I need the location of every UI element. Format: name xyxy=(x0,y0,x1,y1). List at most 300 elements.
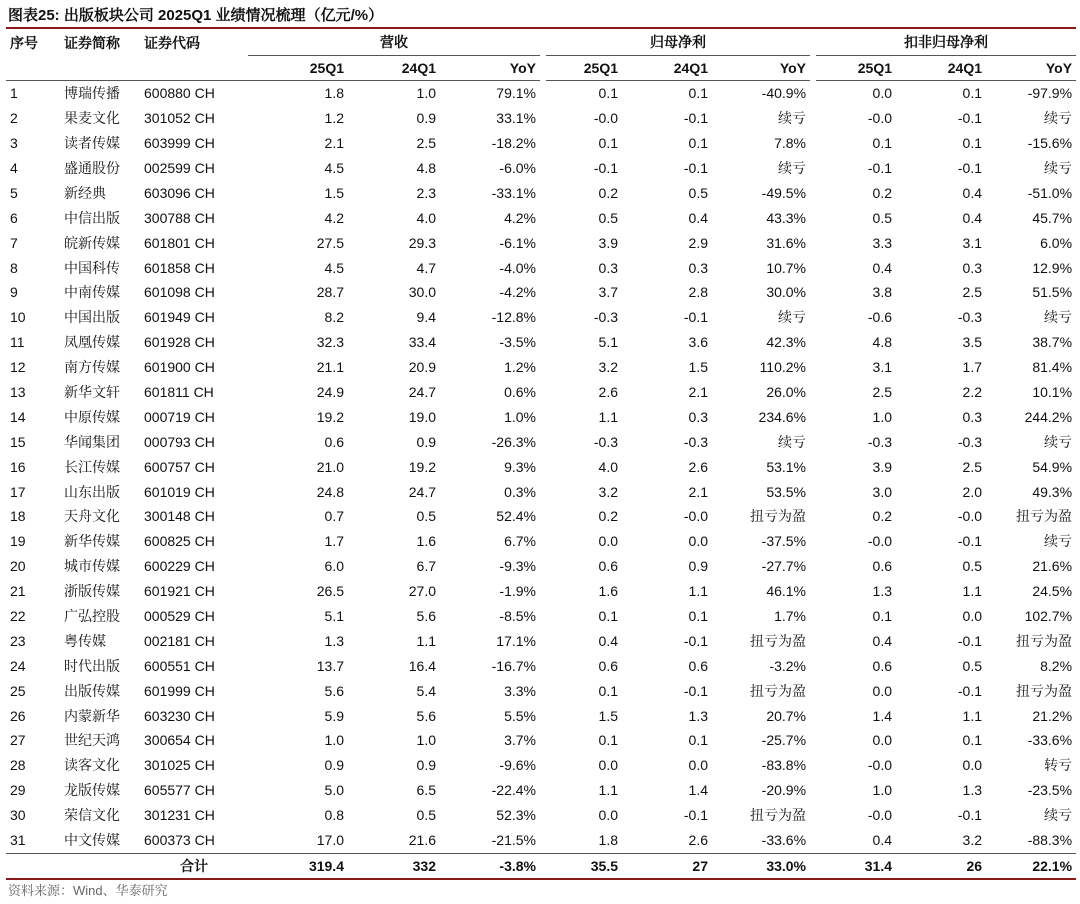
row-name: 山东出版 xyxy=(64,483,120,500)
row-rev-24q1: 2.5 xyxy=(416,135,436,152)
row-np-24q1: -0.1 xyxy=(683,632,708,649)
row-rev-25q1: 0.8 xyxy=(324,807,344,824)
row-np-24q1: 0.4 xyxy=(688,209,708,226)
row-np-24q1: 2.1 xyxy=(688,483,708,500)
row-dp-yoy: 续亏 xyxy=(1044,110,1073,127)
total-label: 合计 xyxy=(140,853,248,879)
row-np-25q1: 0.1 xyxy=(598,732,618,749)
total-np-yoy: 33.0% xyxy=(712,853,810,879)
row-dp-25q1: 0.0 xyxy=(872,85,893,102)
row-np-yoy: 续亏 xyxy=(778,110,807,127)
row-rev-yoy: -21.5% xyxy=(491,832,536,849)
row-dp-25q1: -0.0 xyxy=(867,533,893,550)
row-dp-24q1: -0.3 xyxy=(957,433,983,450)
row-np-25q1: 0.1 xyxy=(598,135,618,152)
row-code: 601949 CH xyxy=(144,309,215,326)
row-dp-yoy: 续亏 xyxy=(1044,160,1073,176)
row-rev-25q1: 1.2 xyxy=(324,110,344,127)
table-row xyxy=(6,703,1076,728)
row-np-yoy: 53.1% xyxy=(766,458,807,475)
row-np-yoy: -33.6% xyxy=(761,832,807,849)
row-np-yoy: -49.5% xyxy=(761,184,807,201)
row-dp-25q1: 2.5 xyxy=(872,384,893,401)
row-seq: 29 xyxy=(10,782,26,799)
row-np-yoy: -25.7% xyxy=(761,732,807,749)
row-code: 601801 CH xyxy=(144,234,215,251)
total-row xyxy=(6,853,1076,879)
row-rev-25q1: 27.5 xyxy=(316,234,344,251)
row-rev-24q1: 5.4 xyxy=(416,682,436,699)
row-rev-24q1: 19.2 xyxy=(408,458,436,475)
header-np-24q1: 24Q1 xyxy=(622,55,712,80)
row-np-25q1: 0.4 xyxy=(598,632,618,649)
row-np-25q1: 0.6 xyxy=(598,657,618,674)
row-rev-25q1: 17.0 xyxy=(316,832,344,849)
row-dp-24q1: 0.3 xyxy=(962,408,983,425)
row-name: 中文传媒 xyxy=(64,832,120,849)
row-seq: 26 xyxy=(10,707,26,724)
row-np-25q1: 0.5 xyxy=(598,209,618,226)
row-code: 300788 CH xyxy=(144,209,215,226)
row-dp-25q1: 0.4 xyxy=(872,832,893,849)
row-rev-25q1: 4.5 xyxy=(324,160,344,176)
row-dp-24q1: -0.3 xyxy=(957,309,983,326)
row-rev-yoy: 79.1% xyxy=(496,85,536,102)
row-name: 长江传媒 xyxy=(64,458,120,475)
row-rev-25q1: 4.5 xyxy=(324,259,344,276)
row-np-24q1: 0.9 xyxy=(688,558,708,575)
row-np-25q1: 1.6 xyxy=(598,583,618,600)
row-rev-yoy: 3.3% xyxy=(504,682,536,699)
row-dp-24q1: -0.1 xyxy=(957,682,983,699)
row-seq: 27 xyxy=(10,732,26,749)
row-dp-25q1: 0.4 xyxy=(872,259,893,276)
row-dp-yoy: 续亏 xyxy=(1044,433,1073,450)
table-row xyxy=(6,131,1076,156)
header-group-net-profit: 归母净利 xyxy=(546,30,810,55)
row-seq: 17 xyxy=(10,483,26,500)
row-dp-24q1: 3.2 xyxy=(962,832,983,849)
row-seq: 2 xyxy=(10,110,18,127)
row-rev-24q1: 0.9 xyxy=(416,433,436,450)
row-code: 301231 CH xyxy=(144,807,215,824)
row-np-25q1: -0.3 xyxy=(593,309,618,326)
row-np-yoy: 53.5% xyxy=(766,483,807,500)
row-dp-24q1: -0.0 xyxy=(957,508,983,525)
table-row xyxy=(6,504,1076,529)
row-seq: 28 xyxy=(10,757,26,774)
row-code: 000529 CH xyxy=(144,608,215,625)
row-seq: 3 xyxy=(10,135,18,152)
table-row xyxy=(6,529,1076,554)
row-dp-yoy: 8.2% xyxy=(1040,657,1073,674)
title-divider xyxy=(6,27,1076,29)
row-np-25q1: 0.1 xyxy=(598,682,618,699)
row-dp-25q1: 0.6 xyxy=(872,558,893,575)
row-dp-yoy: 扭亏为盈 xyxy=(1016,508,1073,525)
row-dp-yoy: 21.6% xyxy=(1032,558,1073,575)
row-rev-yoy: -6.1% xyxy=(499,234,536,251)
row-np-yoy: 续亏 xyxy=(778,309,807,326)
row-np-24q1: 0.5 xyxy=(688,184,708,201)
row-dp-24q1: 2.5 xyxy=(962,284,983,301)
row-dp-24q1: 0.0 xyxy=(962,757,983,774)
row-dp-24q1: 0.4 xyxy=(962,209,983,226)
row-np-24q1: 1.5 xyxy=(688,359,708,376)
row-seq: 18 xyxy=(10,508,26,525)
row-name: 果麦文化 xyxy=(64,110,120,127)
row-code: 000719 CH xyxy=(144,408,215,425)
table-row xyxy=(6,380,1076,405)
table-row xyxy=(6,280,1076,305)
row-dp-yoy: 续亏 xyxy=(1044,807,1073,824)
total-rev-25q1: 319.4 xyxy=(248,853,348,879)
row-seq: 20 xyxy=(10,558,26,575)
row-rev-25q1: 5.1 xyxy=(324,608,344,625)
row-rev-yoy: -16.7% xyxy=(491,657,536,674)
row-np-25q1: 0.1 xyxy=(598,85,618,102)
row-seq: 22 xyxy=(10,608,26,625)
row-rev-25q1: 21.1 xyxy=(316,359,344,376)
row-rev-yoy: -4.2% xyxy=(499,284,536,301)
row-np-25q1: 0.6 xyxy=(598,558,618,575)
row-np-25q1: 0.3 xyxy=(598,259,618,276)
figure-title: 图表25: 出版板块公司 2025Q1 业绩情况梳理（亿元/%） xyxy=(8,7,384,24)
row-np-25q1: 4.0 xyxy=(598,458,618,475)
row-seq: 7 xyxy=(10,234,18,251)
row-rev-24q1: 5.6 xyxy=(416,608,436,625)
row-np-yoy: 10.7% xyxy=(766,259,807,276)
row-np-24q1: 0.0 xyxy=(688,533,708,550)
row-np-25q1: -0.3 xyxy=(593,433,618,450)
row-dp-yoy: -33.6% xyxy=(1027,732,1073,749)
row-rev-yoy: 52.4% xyxy=(496,508,536,525)
row-dp-yoy: 续亏 xyxy=(1044,533,1073,550)
row-name: 中南传媒 xyxy=(64,284,120,301)
row-dp-25q1: -0.3 xyxy=(867,433,893,450)
row-code: 002599 CH xyxy=(144,160,215,176)
row-rev-yoy: -22.4% xyxy=(491,782,536,799)
row-rev-24q1: 1.1 xyxy=(416,632,436,649)
row-np-25q1: 0.0 xyxy=(598,533,618,550)
row-rev-25q1: 24.9 xyxy=(316,384,344,401)
row-name: 中信出版 xyxy=(64,209,120,226)
row-rev-yoy: -8.5% xyxy=(499,608,536,625)
total-np-25q1: 35.5 xyxy=(546,853,622,879)
row-np-24q1: 0.3 xyxy=(688,408,708,425)
row-dp-yoy: 49.3% xyxy=(1032,483,1073,500)
table-row xyxy=(6,579,1076,604)
row-dp-25q1: 0.4 xyxy=(872,632,893,649)
row-seq: 4 xyxy=(10,160,18,176)
header-dp-25q1: 25Q1 xyxy=(816,55,896,80)
row-rev-25q1: 2.1 xyxy=(324,135,344,152)
row-rev-24q1: 19.0 xyxy=(408,408,436,425)
header-row-groups xyxy=(6,30,1076,55)
table-row xyxy=(6,653,1076,678)
row-code: 603096 CH xyxy=(144,184,215,201)
row-code: 301025 CH xyxy=(144,757,215,774)
row-dp-yoy: 244.2% xyxy=(1024,408,1073,425)
row-seq: 15 xyxy=(10,433,26,450)
row-dp-25q1: 3.1 xyxy=(872,359,893,376)
header-row-periods xyxy=(6,55,1076,80)
row-dp-24q1: 0.5 xyxy=(962,558,983,575)
row-rev-24q1: 0.5 xyxy=(416,807,436,824)
row-np-25q1: 3.9 xyxy=(598,234,618,251)
row-rev-25q1: 8.2 xyxy=(324,309,344,326)
row-rev-25q1: 4.2 xyxy=(324,209,344,226)
row-seq: 16 xyxy=(10,458,26,475)
row-dp-24q1: -0.1 xyxy=(957,632,983,649)
row-np-yoy: 20.7% xyxy=(766,707,807,724)
row-np-25q1: 1.1 xyxy=(598,782,618,799)
row-code: 600373 CH xyxy=(144,832,215,849)
row-rev-24q1: 4.7 xyxy=(416,259,436,276)
row-name: 博瑞传播 xyxy=(64,85,120,102)
row-dp-25q1: 4.8 xyxy=(872,334,893,351)
row-dp-24q1: 1.1 xyxy=(962,583,983,600)
row-seq: 31 xyxy=(10,832,26,849)
row-dp-yoy: 12.9% xyxy=(1032,259,1073,276)
header-rev-24q1: 24Q1 xyxy=(348,55,440,80)
row-np-24q1: 0.6 xyxy=(688,657,708,674)
row-np-yoy: -3.2% xyxy=(769,657,807,674)
row-np-yoy: 31.6% xyxy=(766,234,807,251)
row-dp-25q1: 0.2 xyxy=(872,184,893,201)
row-name: 荣信文化 xyxy=(64,807,120,824)
row-dp-25q1: -0.0 xyxy=(867,807,893,824)
row-rev-yoy: 6.7% xyxy=(504,533,536,550)
row-dp-25q1: 1.0 xyxy=(872,782,893,799)
row-np-yoy: 46.1% xyxy=(766,583,807,600)
row-np-24q1: 2.9 xyxy=(688,234,708,251)
table-row xyxy=(6,828,1076,853)
row-np-24q1: -0.1 xyxy=(683,160,708,176)
row-dp-24q1: 1.1 xyxy=(962,707,983,724)
row-code: 601999 CH xyxy=(144,682,215,699)
row-rev-25q1: 0.6 xyxy=(324,433,344,450)
row-rev-25q1: 1.8 xyxy=(324,85,344,102)
row-np-yoy: 26.0% xyxy=(766,384,807,401)
row-dp-25q1: 1.4 xyxy=(872,707,893,724)
row-np-yoy: -40.9% xyxy=(761,85,807,102)
row-code: 601858 CH xyxy=(144,259,215,276)
row-rev-24q1: 0.9 xyxy=(416,110,436,127)
table-row xyxy=(6,753,1076,778)
table-body xyxy=(6,80,1076,853)
row-rev-24q1: 4.0 xyxy=(416,209,436,226)
row-dp-yoy: 21.2% xyxy=(1032,707,1073,724)
row-rev-24q1: 24.7 xyxy=(408,483,436,500)
row-code: 300148 CH xyxy=(144,508,215,525)
row-np-25q1: 3.7 xyxy=(598,284,618,301)
row-dp-24q1: 1.3 xyxy=(962,782,983,799)
row-code: 605577 CH xyxy=(144,782,215,799)
row-dp-yoy: 转亏 xyxy=(1044,757,1073,774)
total-dp-25q1: 31.4 xyxy=(816,853,896,879)
row-rev-25q1: 0.7 xyxy=(324,508,344,525)
row-dp-24q1: 0.0 xyxy=(962,608,983,625)
table-row xyxy=(6,355,1076,380)
row-seq: 13 xyxy=(10,384,26,401)
row-np-24q1: -0.3 xyxy=(683,433,708,450)
row-rev-24q1: 1.0 xyxy=(416,732,436,749)
row-dp-yoy: -15.6% xyxy=(1027,135,1073,152)
row-dp-24q1: 0.5 xyxy=(962,657,983,674)
row-np-yoy: -27.7% xyxy=(761,558,807,575)
row-np-24q1: 0.1 xyxy=(688,85,708,102)
row-rev-yoy: -26.3% xyxy=(491,433,536,450)
header-np-25q1: 25Q1 xyxy=(546,55,622,80)
row-np-25q1: 0.2 xyxy=(598,184,618,201)
row-dp-25q1: 0.2 xyxy=(872,508,893,525)
row-dp-yoy: 6.0% xyxy=(1040,234,1073,251)
row-code: 601019 CH xyxy=(144,483,215,500)
row-np-25q1: 0.0 xyxy=(598,807,618,824)
row-name: 华闻集团 xyxy=(64,433,120,450)
header-code: 证券代码 xyxy=(144,34,200,51)
row-rev-yoy: 9.3% xyxy=(504,458,536,475)
row-rev-24q1: 5.6 xyxy=(416,707,436,724)
row-rev-25q1: 19.2 xyxy=(316,408,344,425)
row-dp-yoy: 51.5% xyxy=(1032,284,1073,301)
row-np-25q1: 2.6 xyxy=(598,384,618,401)
table-row xyxy=(6,678,1076,703)
table-row xyxy=(6,305,1076,330)
row-dp-yoy: 24.5% xyxy=(1032,583,1073,600)
row-dp-24q1: 0.1 xyxy=(962,85,983,102)
header-rev-25q1: 25Q1 xyxy=(248,55,348,80)
row-rev-24q1: 0.9 xyxy=(416,757,436,774)
row-name: 内蒙新华 xyxy=(64,707,120,724)
row-name: 读客文化 xyxy=(64,757,120,774)
table-row xyxy=(6,156,1076,181)
total-np-24q1: 27 xyxy=(622,853,712,879)
table-row xyxy=(6,554,1076,579)
row-rev-25q1: 1.7 xyxy=(324,533,344,550)
row-rev-yoy: 0.6% xyxy=(504,384,536,401)
row-rev-yoy: 52.3% xyxy=(496,807,536,824)
source-note: 资料来源：Wind、华泰研究 xyxy=(8,883,168,898)
row-rev-25q1: 1.0 xyxy=(324,732,344,749)
table-row xyxy=(6,778,1076,803)
row-name: 出版传媒 xyxy=(64,682,120,699)
row-seq: 5 xyxy=(10,184,18,201)
row-name: 城市传媒 xyxy=(64,558,120,575)
row-np-yoy: 1.7% xyxy=(774,608,807,625)
table-row xyxy=(6,205,1076,230)
row-np-yoy: 42.3% xyxy=(766,334,807,351)
row-np-25q1: 1.1 xyxy=(598,408,618,425)
header-name: 证券简称 xyxy=(64,34,120,51)
row-dp-yoy: 102.7% xyxy=(1024,608,1073,625)
row-rev-24q1: 29.3 xyxy=(408,234,436,251)
row-np-25q1: 0.2 xyxy=(598,508,618,525)
total-rev-24q1: 332 xyxy=(348,853,440,879)
table-row xyxy=(6,479,1076,504)
row-seq: 11 xyxy=(10,334,25,351)
row-rev-yoy: 5.5% xyxy=(504,707,536,724)
table-row xyxy=(6,255,1076,280)
row-rev-yoy: -1.9% xyxy=(499,583,536,600)
row-dp-24q1: -0.1 xyxy=(957,533,983,550)
row-rev-yoy: -6.0% xyxy=(499,160,536,176)
earnings-table xyxy=(6,30,1076,880)
row-rev-24q1: 4.8 xyxy=(416,160,436,176)
row-dp-24q1: 0.4 xyxy=(962,184,983,201)
row-rev-24q1: 9.4 xyxy=(416,309,436,326)
row-rev-yoy: -3.5% xyxy=(499,334,536,351)
row-seq: 19 xyxy=(10,533,26,550)
row-dp-24q1: -0.1 xyxy=(957,807,983,824)
row-name: 新华文轩 xyxy=(64,384,120,401)
row-name: 凤凰传媒 xyxy=(64,334,120,351)
row-rev-24q1: 6.5 xyxy=(416,782,436,799)
row-np-24q1: 3.6 xyxy=(688,334,708,351)
row-np-25q1: 0.0 xyxy=(598,757,618,774)
row-dp-25q1: 0.6 xyxy=(872,657,893,674)
row-code: 600551 CH xyxy=(144,657,215,674)
row-name: 中国科传 xyxy=(64,259,120,276)
row-dp-25q1: 3.9 xyxy=(872,458,893,475)
header-group-revenue: 营收 xyxy=(248,30,540,55)
table-row xyxy=(6,330,1076,355)
row-rev-yoy: 1.0% xyxy=(504,408,536,425)
table-row xyxy=(6,230,1076,255)
row-np-25q1: 3.2 xyxy=(598,483,618,500)
row-seq: 14 xyxy=(10,408,26,425)
row-rev-25q1: 13.7 xyxy=(316,657,344,674)
row-seq: 8 xyxy=(10,259,18,276)
row-rev-yoy: 4.2% xyxy=(504,209,536,226)
table-row xyxy=(6,180,1076,205)
header-seq: 序号 xyxy=(10,34,38,51)
row-dp-24q1: 3.1 xyxy=(962,234,983,251)
table-row xyxy=(6,106,1076,131)
row-name: 龙版传媒 xyxy=(64,782,120,799)
row-np-24q1: 0.3 xyxy=(688,259,708,276)
total-rev-yoy: -3.8% xyxy=(440,853,540,879)
row-code: 601921 CH xyxy=(144,583,215,600)
row-rev-24q1: 1.0 xyxy=(416,85,436,102)
row-dp-25q1: 3.3 xyxy=(872,234,893,251)
row-code: 000793 CH xyxy=(144,433,215,450)
row-seq: 12 xyxy=(10,359,26,376)
row-dp-yoy: -88.3% xyxy=(1027,832,1073,849)
row-np-24q1: 2.6 xyxy=(688,832,708,849)
row-np-24q1: -0.1 xyxy=(683,110,708,127)
row-name: 粤传媒 xyxy=(64,632,106,649)
row-np-yoy: 续亏 xyxy=(778,433,807,450)
row-name: 天舟文化 xyxy=(64,508,120,525)
row-name: 广弘控股 xyxy=(64,608,120,625)
row-np-25q1: 0.1 xyxy=(598,608,618,625)
row-np-24q1: 1.3 xyxy=(688,707,708,724)
row-rev-24q1: 0.5 xyxy=(416,508,436,525)
row-rev-yoy: -9.3% xyxy=(499,558,536,575)
row-np-yoy: 扭亏为盈 xyxy=(750,682,807,699)
row-np-24q1: 0.1 xyxy=(688,732,708,749)
row-rev-24q1: 2.3 xyxy=(416,184,436,201)
row-code: 600880 CH xyxy=(144,85,215,102)
row-rev-25q1: 6.0 xyxy=(324,558,344,575)
row-dp-yoy: 81.4% xyxy=(1032,359,1073,376)
row-dp-25q1: 0.0 xyxy=(872,682,893,699)
row-code: 600825 CH xyxy=(144,533,215,550)
row-rev-24q1: 6.7 xyxy=(416,558,436,575)
row-np-yoy: 续亏 xyxy=(778,160,807,176)
